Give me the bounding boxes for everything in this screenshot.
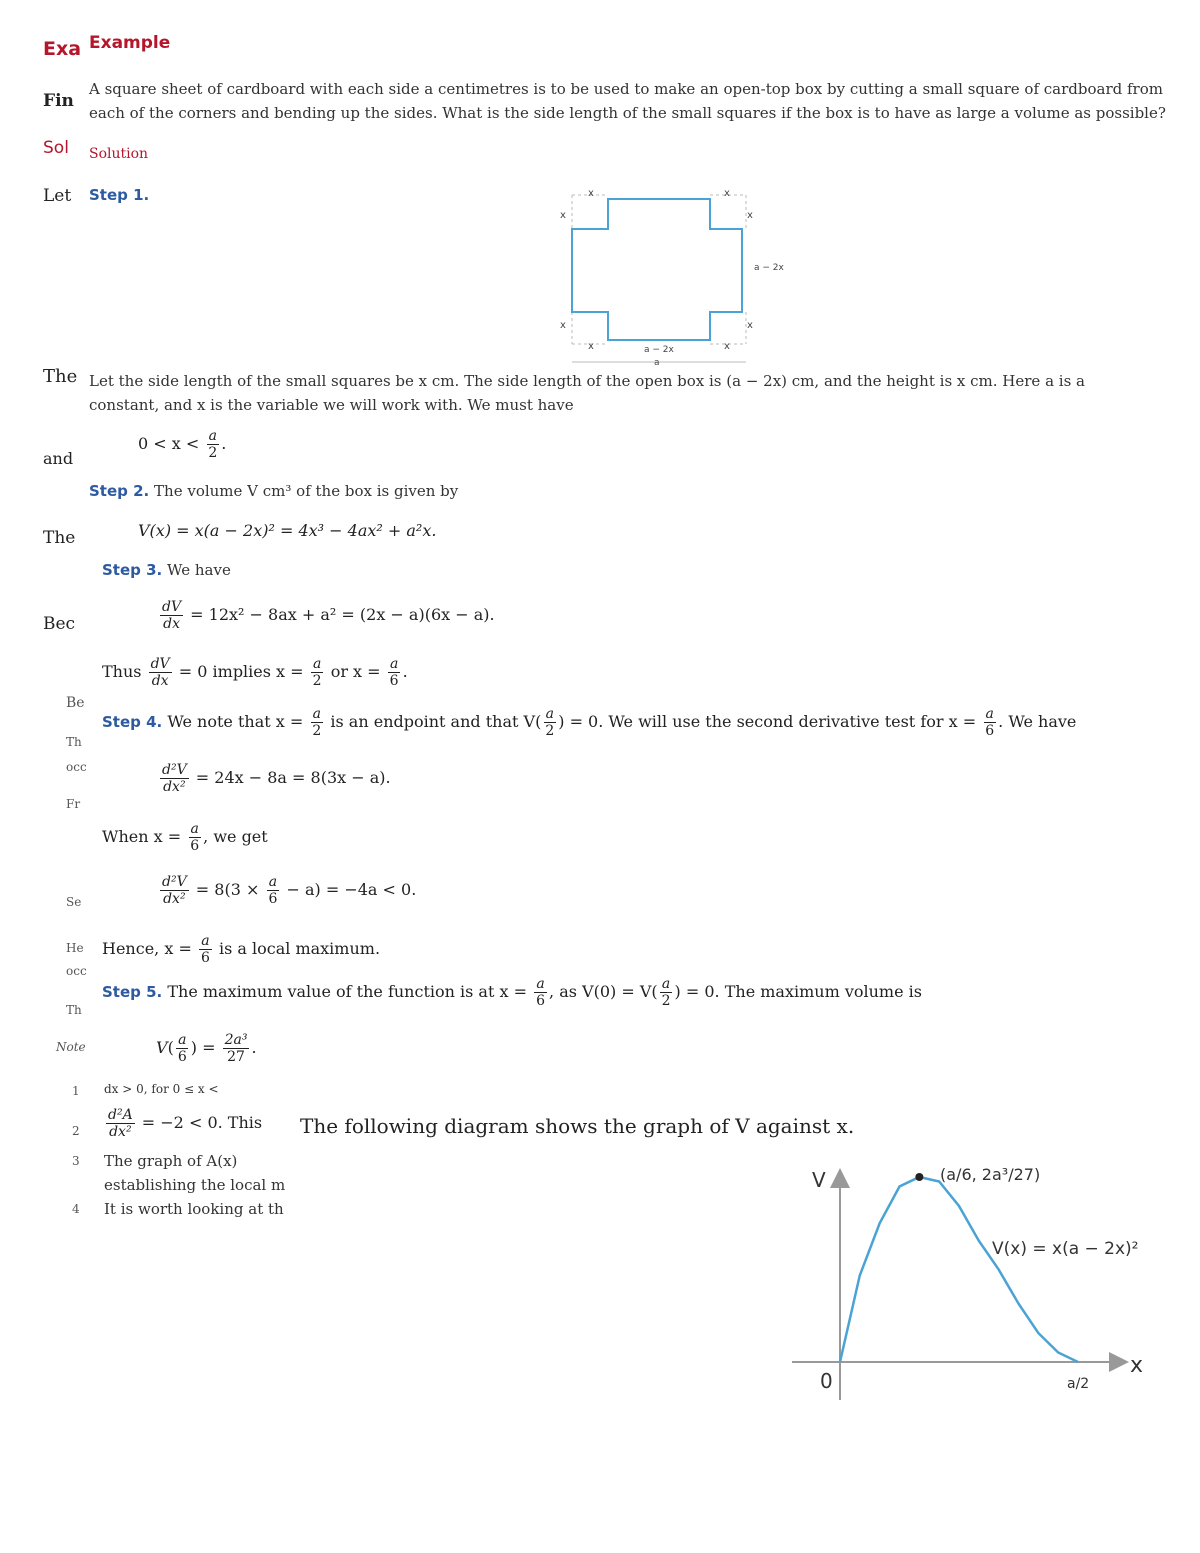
step-5-line: Step 5. The maximum value of the function is at x = $\frac{a}{6}$ , as V(0) = V( $\frac{a}{2}$ ) = 0. The maximum volume is — [102, 976, 922, 1010]
ghost-left-0: Be — [66, 695, 85, 711]
max-volume-result: V( $\frac{a}{6}$ ) = $\frac{\text{2a³}}{27}$ . — [156, 1032, 257, 1066]
note-1-fragment: dx > 0, for 0 ≤ x < — [104, 1082, 219, 1096]
cp2-num: a — [389, 656, 399, 672]
second-derivative-equation — [158, 762, 391, 795]
derivative-rhs: = 12x² − 8ax + a² = (2x − a)(6x − a). — [190, 605, 495, 625]
maximum-point-label: (a/6, 2a³/27) — [940, 1165, 1041, 1184]
dv-den-2: dx — [151, 673, 169, 690]
label-x-bottom-left: x — [588, 341, 594, 352]
local-max-text: is a local maximum. — [218, 939, 381, 959]
ghost-left-7: Th — [66, 1003, 82, 1017]
note-3b-fragment: establishing the local m — [104, 1176, 286, 1194]
dv-num-2: dV — [150, 656, 170, 672]
s4-frac3-den: 6 — [985, 723, 995, 740]
s4-frac1-den: 2 — [312, 723, 322, 740]
s4-frac2-num: a — [545, 706, 554, 722]
ghost-example-heading: Exa — [43, 38, 82, 60]
result-arg-num: a — [178, 1032, 187, 1048]
s5-frac2-num: a — [661, 976, 671, 992]
we-get-text: , we get — [203, 827, 268, 847]
label-a: a — [654, 358, 660, 368]
ghost-and: and — [43, 449, 74, 468]
note-2-den: dx² — [109, 1124, 132, 1141]
label-x-left-bottom: x — [560, 320, 566, 331]
d2v-den: dx² — [163, 779, 186, 796]
d2v-num-2: d²V — [162, 874, 187, 890]
dv-num: dV — [162, 599, 182, 615]
step-3-label: Step 3. — [102, 561, 163, 579]
s5-frac1-num: a — [536, 976, 545, 992]
label-x-right-top: x — [747, 210, 753, 221]
ghost-let: Let — [43, 186, 72, 206]
y-axis-label: V — [812, 1168, 826, 1192]
eval-frac-den: 6 — [268, 891, 278, 908]
volume-equation: V(x) = x(a − 2x)² = 4x³ − 4ax² + a²x. — [138, 521, 437, 540]
step-5-as: , as V(0) = V — [549, 982, 652, 1002]
x-tick-label: a/2 — [1067, 1376, 1090, 1392]
step-2-line — [89, 482, 458, 500]
volume-curve — [840, 1177, 1078, 1362]
step-3-line — [102, 561, 231, 579]
ghost-left-6: occ — [66, 964, 87, 978]
ghost-left-8: Note — [56, 1040, 86, 1054]
eval-part-2: − a) = −4a < 0. — [286, 880, 417, 900]
derivative-equation — [158, 599, 495, 632]
second-derivative-value — [158, 874, 416, 907]
cp1-num: a — [312, 656, 322, 672]
problem-line-2: each of the corners and bending up the sides. What is the side length of the small squares if the box is to have as large a volume as possible? — [89, 104, 1166, 122]
step-5-text: The maximum value of the function is at x = — [167, 982, 527, 1002]
ghost-left-3: Fr — [66, 797, 81, 811]
s5-frac1-den: 6 — [536, 993, 546, 1010]
thus-word: Thus — [102, 662, 142, 682]
step-1-label: Step 1. — [89, 186, 150, 204]
second-derivative-rhs: = 24x − 8a = 8(3x − a). — [195, 768, 391, 788]
hence-frac-den: 6 — [200, 950, 210, 967]
eval-frac-num: a — [268, 874, 278, 890]
s4-frac2-den: 2 — [545, 723, 555, 740]
step-2-label: Step 2. — [89, 482, 150, 500]
volume-graph — [780, 1150, 1190, 1410]
result-num: 2a³ — [224, 1032, 248, 1048]
ghost-solution: Sol — [43, 138, 69, 158]
note-3-fragment: The graph of A(x) — [104, 1152, 238, 1170]
x-axis-label: x — [1130, 1353, 1144, 1378]
label-x-bottom-right: x — [724, 341, 730, 352]
hence-line — [102, 933, 380, 966]
step-2-text: The volume V cm³ of the box is given by — [154, 482, 459, 500]
s5-frac2-den: 2 — [661, 993, 671, 1010]
result-arg-den: 6 — [177, 1049, 187, 1066]
ghost-the-1: The — [43, 366, 78, 387]
when-frac-den: 6 — [190, 838, 200, 855]
cutout-shape — [572, 199, 742, 340]
note-number-1: 1 — [72, 1084, 80, 1098]
step-3-text: We have — [167, 561, 231, 579]
solution-heading: Solution — [89, 146, 149, 162]
s4-frac3-num: a — [985, 706, 994, 722]
ghost-because: Bec — [43, 614, 76, 634]
cardboard-cutout-diagram — [548, 182, 798, 368]
dv-den: dx — [163, 616, 180, 633]
note-number-2: 2 — [72, 1124, 80, 1138]
ghost-the-2: The — [43, 528, 76, 548]
inequality: 0 < x < $\frac{a}{2}$ . — [138, 428, 227, 462]
when-frac-num: a — [190, 821, 199, 837]
label-x-top-left: x — [588, 188, 594, 199]
step-4-text-1: We note that x = — [167, 712, 304, 732]
note-2-text: = −2 < 0. This — [141, 1113, 263, 1133]
step-4-label: Step 4. — [102, 713, 163, 732]
ghost-left-4: Se — [66, 895, 82, 909]
inequality-left: 0 < x < — [138, 434, 200, 454]
step-1-line-1: Let the side length of the small squares be x cm. The side length of the open box is (a − 2x) cm, and the height is x cm. Here a is a — [89, 372, 1085, 390]
step-5-label: Step 5. — [102, 983, 163, 1002]
d2v-den-2: dx² — [163, 891, 186, 908]
hence-frac-num: a — [201, 933, 210, 949]
step-4-text-3: = 0. We will use the second derivative test for x = — [569, 712, 977, 732]
implies-text: = 0 implies x = — [178, 662, 304, 682]
or-text: or x = — [330, 662, 381, 682]
step-5-end: = 0. The maximum volume is — [685, 982, 922, 1002]
ghost-left-1: Th — [66, 735, 82, 749]
cp2-den: 6 — [389, 673, 399, 690]
eval-part-1: = 8(3 × — [195, 880, 260, 900]
graph-caption: The following diagram shows the graph of V against x. — [300, 1114, 855, 1138]
curve-equation-label: V(x) = x(a − 2x)² — [992, 1239, 1139, 1259]
s4-frac1-num: a — [312, 706, 321, 722]
d2v-num: d²V — [162, 762, 187, 778]
ghost-left-2: occ — [66, 760, 87, 774]
note-4-fragment: It is worth looking at th — [104, 1200, 284, 1218]
ghost-find: Fin — [43, 91, 74, 111]
note-2-num: d²A — [108, 1107, 133, 1123]
when-line — [102, 821, 268, 854]
note-number-4: 4 — [72, 1202, 80, 1216]
label-x-left-top: x — [560, 210, 566, 221]
note-2-fragment — [104, 1107, 262, 1140]
critical-points: Thus $\frac{dV}{dx}$ = 0 implies x = $\frac{a}{2}$ or x = $\frac{a}{6}$ . — [102, 656, 408, 690]
cp1-den: 2 — [312, 673, 322, 690]
label-side-right: a − 2x — [754, 263, 784, 273]
problem-line-1: A square sheet of cardboard with each side a centimetres is to be used to make an open-top box by cutting a small square of cardboard from — [89, 80, 1163, 98]
step-4-text-2: is an endpoint and that V — [330, 712, 536, 732]
origin-label: 0 — [820, 1369, 833, 1393]
label-x-right-bottom: x — [747, 320, 753, 331]
note-number-3: 3 — [72, 1154, 80, 1168]
step-4-text-4: . We have — [998, 712, 1077, 732]
result-den: 27 — [227, 1049, 245, 1066]
step-1-line-2: constant, and x is the variable we will work with. We must have — [89, 396, 574, 414]
label-side-bottom: a − 2x — [644, 345, 674, 355]
when-text: When x = — [102, 827, 182, 847]
step-4-line: Step 4. We note that x = $\frac{a}{2}$ is an endpoint and that V( $\frac{a}{2}$ ) = 0. We will use the second derivative test for x = $\frac{a}{6}$ . We have — [102, 706, 1077, 740]
maximum-point — [915, 1173, 923, 1181]
hence-text: Hence, x = — [102, 939, 192, 959]
inequality-num: a — [208, 428, 218, 444]
inequality-den: 2 — [208, 445, 218, 462]
ghost-left-5: He — [66, 941, 84, 955]
example-heading: Example — [89, 33, 171, 53]
label-x-top-right: x — [724, 188, 730, 199]
